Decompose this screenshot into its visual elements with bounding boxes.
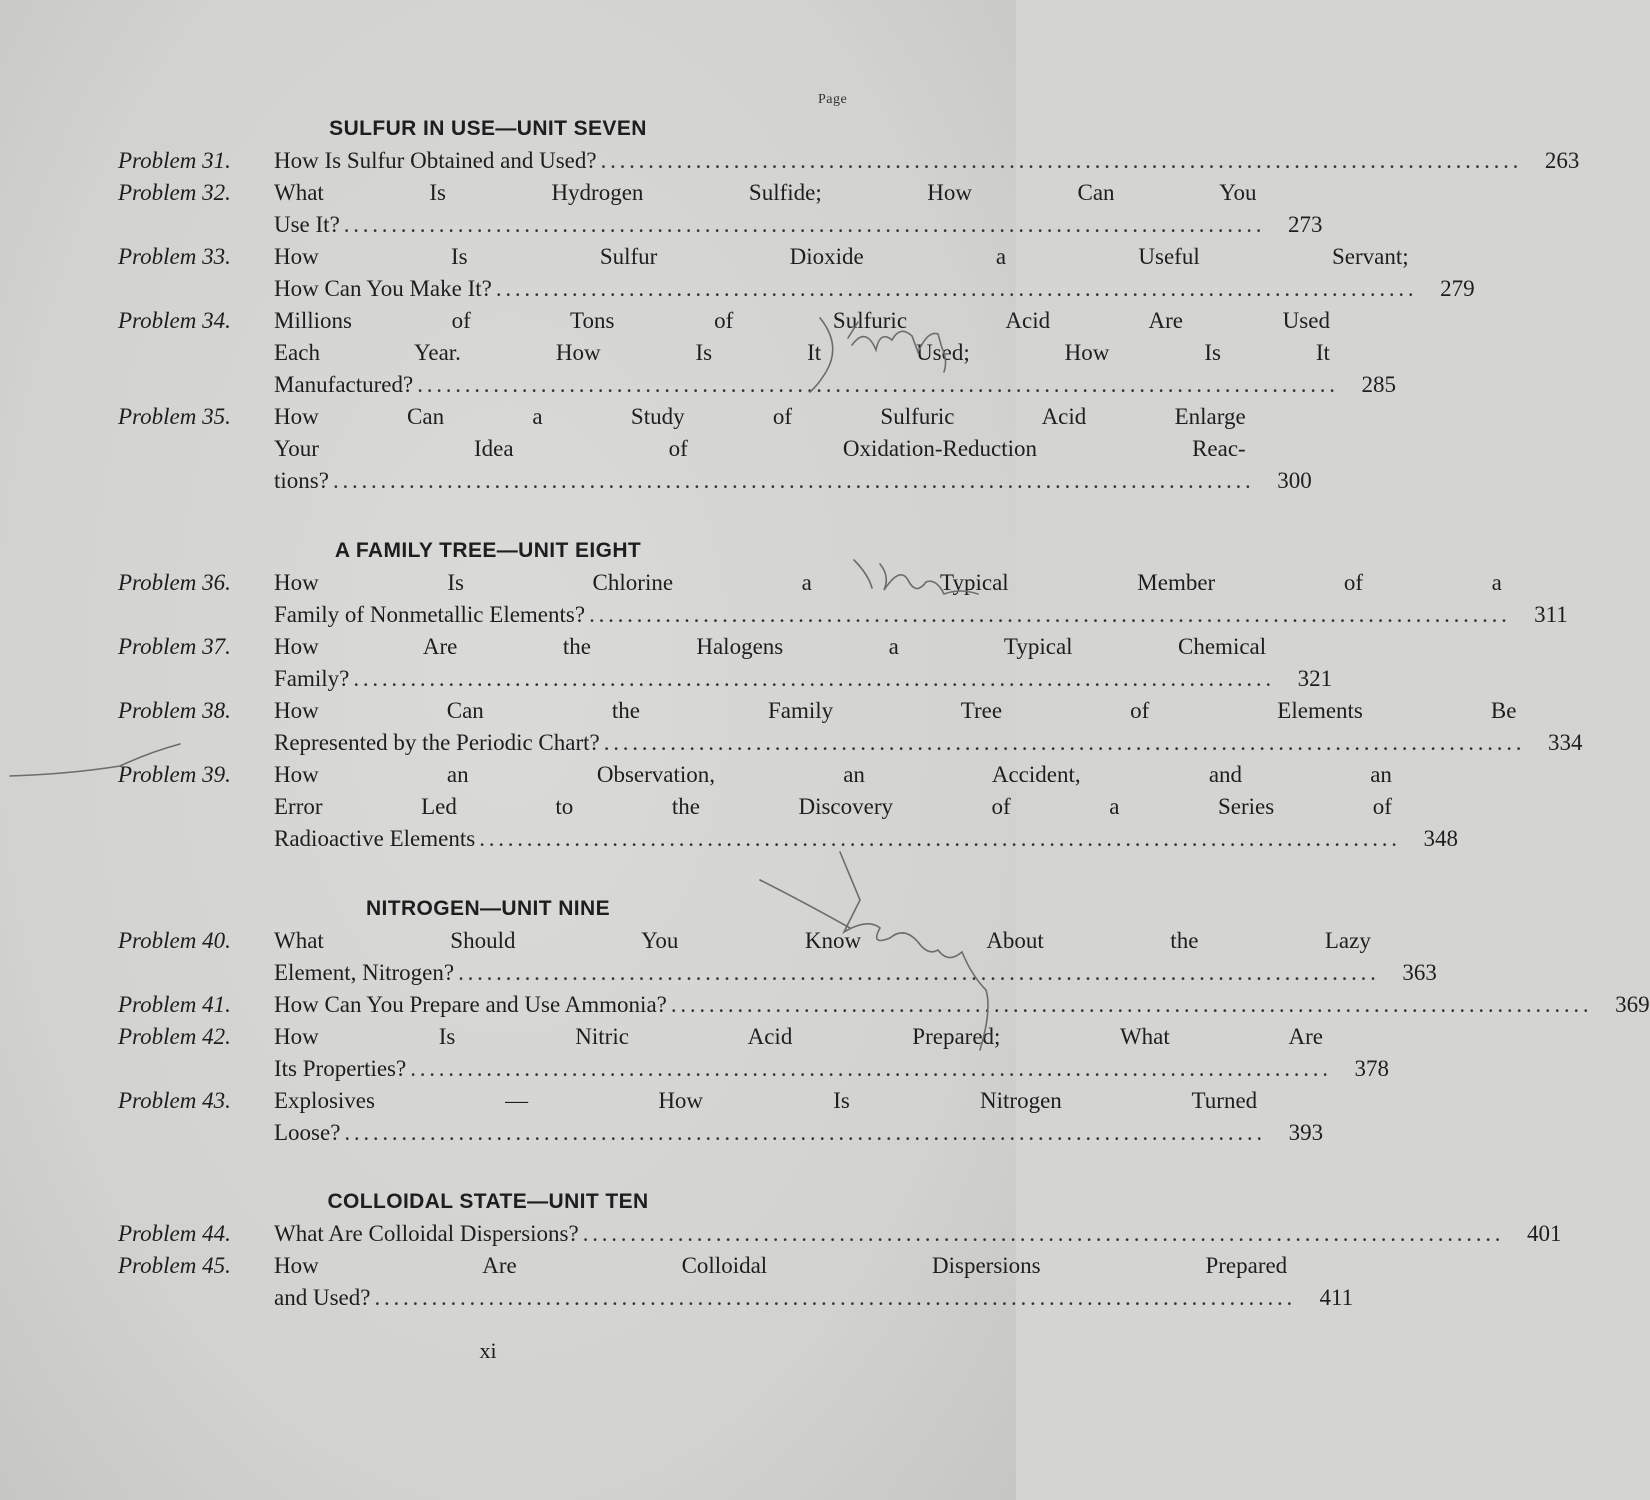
problem-title-line: How Are Colloidal Dispersions Prepared — [274, 1253, 1288, 1278]
page-number: 311 — [1534, 602, 1568, 627]
dot-leader — [344, 209, 1261, 241]
toc-entry — [118, 241, 1475, 305]
dot-leader — [417, 369, 1334, 401]
page-number: 369 — [1615, 992, 1650, 1017]
toc-entry — [118, 1250, 1354, 1314]
page-number: 401 — [1526, 1221, 1562, 1246]
page-number: 334 — [1547, 730, 1583, 755]
unit-section — [118, 893, 1650, 1149]
page-number: 263 — [1544, 148, 1580, 173]
toc-entry — [118, 925, 1437, 989]
unit-title: COLLOIDAL STATE—UNIT TEN — [327, 1190, 649, 1213]
problem-label: Problem 37. — [118, 634, 231, 659]
problem-title-line: Radioactive Elements — [274, 826, 476, 851]
page-number-footer: xi — [479, 1338, 497, 1363]
page-number: 300 — [1277, 468, 1312, 493]
problem-label: Problem 43. — [118, 1088, 231, 1113]
dot-leader — [344, 1117, 1261, 1149]
dot-leader — [458, 957, 1375, 989]
problem-title-line: Represented by the Periodic Chart? — [274, 730, 600, 755]
toc-entry — [118, 305, 1396, 401]
problem-label: Problem 33. — [118, 244, 231, 269]
problem-title-line: Error Led to the Discovery of a Series of — [274, 794, 1392, 819]
problem-title-line: Each Year. How Is It Used; How Is It — [274, 340, 1330, 365]
problem-title-line: How Can the Family Tree of Elements Be — [274, 698, 1517, 723]
dot-leader — [589, 599, 1506, 631]
problem-title-line: Manufactured? — [274, 372, 414, 397]
problem-label: Problem 38. — [118, 698, 231, 723]
toc-entry — [118, 401, 1312, 497]
problem-title-line: tions? — [274, 468, 329, 493]
problem-title-line: Your Idea of Oxidation-Reduction Reac- — [274, 436, 1246, 461]
dot-leader — [333, 465, 1250, 497]
page-number: 321 — [1297, 666, 1333, 691]
problem-title-line: Its Properties? — [274, 1056, 407, 1081]
toc-entry — [118, 1085, 1324, 1149]
problem-label: Problem 44. — [118, 1221, 231, 1246]
page-number: 411 — [1319, 1285, 1354, 1310]
problem-label: Problem 36. — [118, 570, 231, 595]
toc-entry — [118, 989, 1650, 1021]
unit-section — [118, 535, 1583, 855]
unit-section — [118, 113, 1580, 497]
page-number: 285 — [1361, 372, 1396, 397]
page-number: 348 — [1423, 826, 1458, 851]
problem-title-line: How Are the Halogens a Typical Chemical — [274, 634, 1267, 659]
page-number: 273 — [1288, 212, 1323, 237]
problem-label: Problem 34. — [118, 308, 231, 333]
page-number: 378 — [1354, 1056, 1389, 1081]
dot-leader — [604, 727, 1521, 759]
problem-title-line: What Should You Know About the Lazy — [274, 928, 1371, 953]
problem-title-line: Use It? — [274, 212, 340, 237]
problem-label: Problem 35. — [118, 404, 231, 429]
problem-title-line: How Is Sulfur Obtained and Used? — [274, 148, 597, 173]
dot-leader — [410, 1053, 1327, 1085]
page-column-label: Page — [818, 92, 848, 107]
dot-leader — [479, 823, 1396, 855]
page-number: 393 — [1288, 1120, 1324, 1145]
dot-leader — [583, 1218, 1500, 1250]
problem-title-line: Family? — [274, 666, 350, 691]
dot-leader — [601, 145, 1518, 177]
problem-label: Problem 41. — [118, 992, 231, 1017]
toc-entry — [118, 1218, 1562, 1250]
problem-title-line: Explosives — How Is Nitrogen Turned — [274, 1088, 1258, 1113]
problem-label: Problem 42. — [118, 1024, 231, 1049]
problem-title-line: Loose? — [274, 1120, 341, 1145]
problem-title-line: How Can a Study of Sulfuric Acid Enlarge — [274, 404, 1246, 429]
problem-label: Problem 32. — [118, 180, 231, 205]
problem-title-line: How Is Nitric Acid Prepared; What Are — [274, 1024, 1323, 1049]
problem-label: Problem 31. — [118, 148, 231, 173]
problem-label: Problem 39. — [118, 762, 231, 787]
unit-section — [118, 1186, 1562, 1314]
dot-leader — [496, 273, 1413, 305]
toc-entry — [118, 759, 1458, 855]
dot-leader — [671, 989, 1588, 1021]
toc-entry — [118, 177, 1323, 241]
problem-label: Problem 45. — [118, 1253, 231, 1278]
unit-title: A FAMILY TREE—UNIT EIGHT — [334, 539, 642, 562]
problem-title-line: and Used? — [274, 1285, 371, 1310]
problem-title-line: How Can You Make It? — [274, 276, 492, 301]
page-number: 279 — [1440, 276, 1475, 301]
problem-title-line: How an Observation, an Accident, and an — [274, 762, 1392, 787]
problem-label: Problem 40. — [118, 928, 231, 953]
problem-title-line: Millions of Tons of Sulfuric Acid Are Used — [274, 308, 1330, 333]
problem-title-line: What Is Hydrogen Sulfide; How Can You — [274, 180, 1257, 205]
problem-title-line: Family of Nonmetallic Elements? — [274, 602, 586, 627]
toc-entry — [118, 145, 1580, 177]
unit-title: NITROGEN—UNIT NINE — [365, 897, 611, 920]
problem-title-line: What Are Colloidal Dispersions? — [274, 1221, 579, 1246]
problem-title-line: How Can You Prepare and Use Ammonia? — [274, 992, 667, 1017]
dot-leader — [374, 1282, 1291, 1314]
toc-entry — [118, 1021, 1389, 1085]
problem-title-line: How Is Sulfur Dioxide a Useful Servant; — [274, 244, 1409, 269]
toc-entry — [118, 631, 1333, 695]
toc-entry — [118, 567, 1568, 631]
toc-entry — [118, 695, 1583, 759]
problem-title-line: Element, Nitrogen? — [274, 960, 455, 985]
unit-title: SULFUR IN USE—UNIT SEVEN — [329, 117, 647, 140]
problem-title-line: How Is Chlorine a Typical Member of a — [274, 570, 1502, 595]
page-number: 363 — [1402, 960, 1437, 985]
dot-leader — [353, 663, 1270, 695]
